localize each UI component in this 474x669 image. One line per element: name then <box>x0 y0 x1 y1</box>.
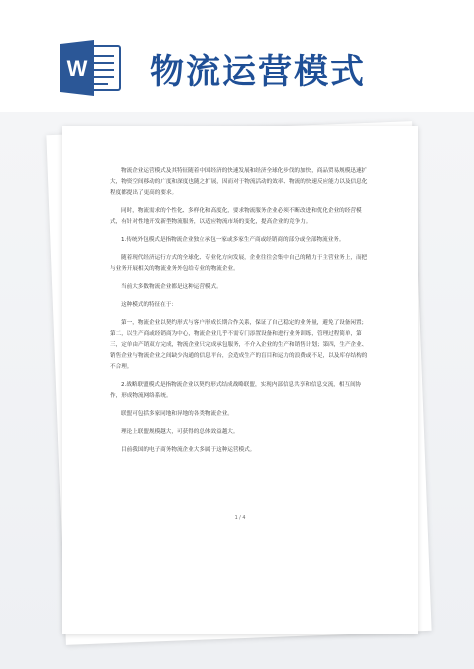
document-page <box>62 126 418 634</box>
header-bar <box>0 0 474 115</box>
paragraph: 第一，物流企业以契约形式与客户形成长期合作关系，保证了自己稳定的业务量，避免了设备闲置；第二，以生产商或经销商为中心，物流企业几乎不需专门添置设备和进行业务训练，管理过程简单，第三，定单由产销双方完成，物流企业只完成承包服务，不介入企业的生产和销售计划；第四，生产企业、销售企业与物流企业之间缺少沟通的信息平台，会造成生产的盲目和运力的浪费或不足，以及库存结构的不合理。 <box>110 320 368 370</box>
paragraph: 目前我国的电子商务物流企业大多属于这种运营模式。 <box>121 447 256 453</box>
paragraph: 物流企业运营模式及其特征随着中国经济的快速发展和经济全球化步伐的加快，商品贸易规模迅速扩大，物资空间移动的广度和深度也随之扩展，因而对于物流活动的效率、物流的快速反应能力以及信息化程度都提出了更高的要求。 <box>110 168 368 196</box>
paragraph: 当前大多数物流企业都是这种运营模式。 <box>121 284 222 290</box>
paragraph: 1.传统外包模式是指物流企业独立承包一家或多家生产商或经销商的部分或全部物流业务。 <box>121 237 345 243</box>
paragraph: 2.战略联盟模式是指物流企业以契约形式结成战略联盟，实现内部信息共享和信息交流，相互间协作，形成物流网络系统。 <box>110 382 362 399</box>
document-body <box>110 166 372 463</box>
paragraph: 随着现代经济运行方式的全球化、专业化方向发展，企业往往会集中自己的精力于主营业务上，而把与业务开展相关的物流业务外包给专业的物流企业。 <box>110 255 368 272</box>
word-icon-letter: W <box>66 56 88 81</box>
word-icon <box>60 40 122 96</box>
paragraph: 联盟可包括多家同地和异地的各类物流企业。 <box>121 411 233 417</box>
paragraph: 这种模式的特征在于： <box>121 302 177 308</box>
page-number: 1 / 4 <box>234 516 246 521</box>
paragraph: 理论上联盟规模越大，可获得的总体效益越大。 <box>121 429 239 435</box>
paragraph: 同时，物流需求的个性化、多样化和高度化，要求物流服务企业必须不断改进和优化企业的经营模式，有针对性地开发新型物流服务，以适应物流市场的变化，提高企业的竞争力。 <box>110 208 362 225</box>
document-title: 物流运营模式 <box>150 52 366 92</box>
